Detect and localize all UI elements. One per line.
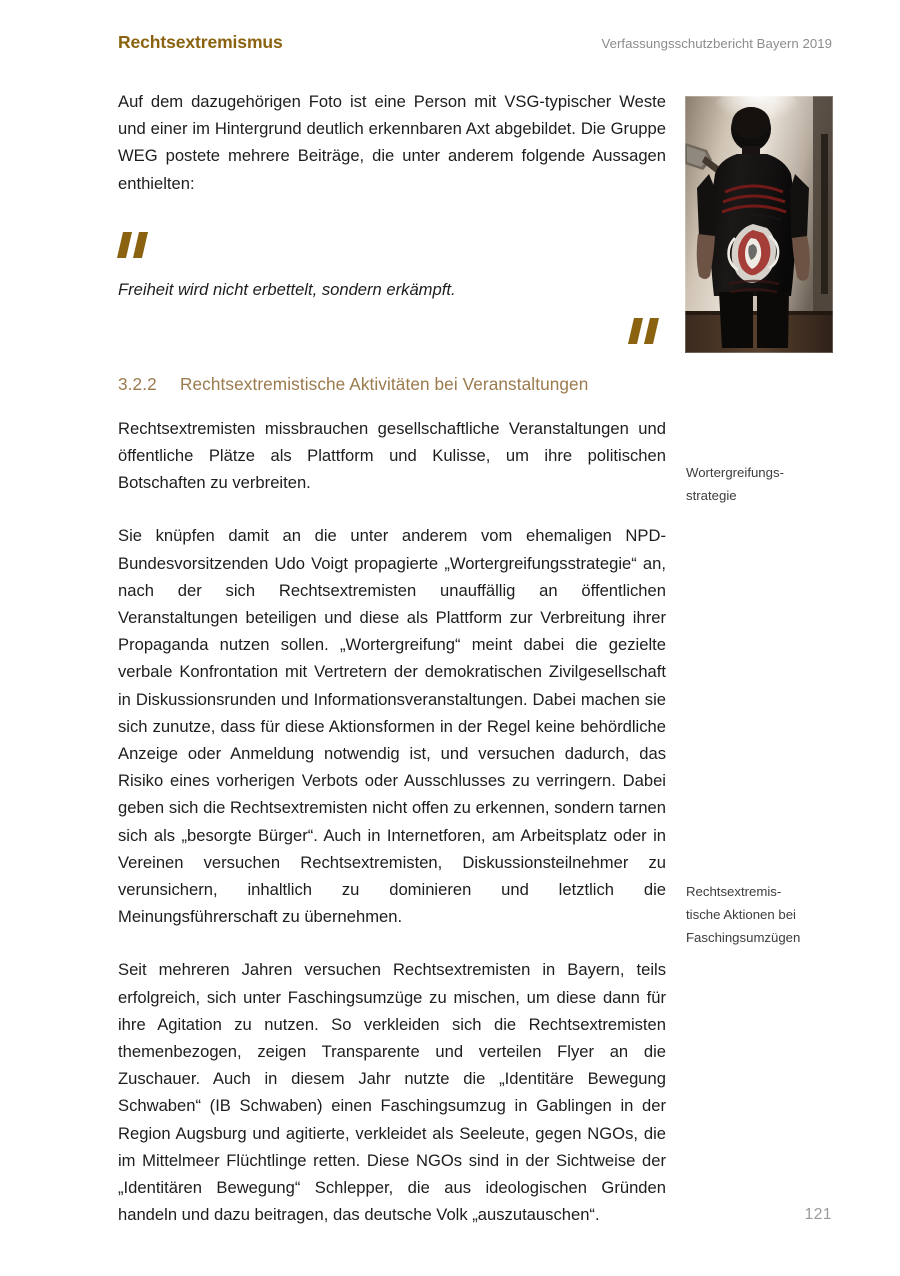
main-text-column <box>118 88 666 1229</box>
pull-quote-text: Freiheit wird nicht erbettelt, sondern erkämpft. <box>118 279 456 299</box>
report-title: Verfassungsschutzbericht Bayern 2019 <box>601 36 832 51</box>
paragraph-2: Sie knüpfen damit an die unter anderem vom ehemaligen NPD-Bundesvorsitzenden Udo Voigt propagierte „Wortergreifungsstrategie“ an, nach der sich Rechtsextremisten unauffällig an öffentlichen Veranstaltungen beteiligen und diese als Plattform zur Verbreitung ihrer Propaganda nutzen sollen. „Wortergreifung“ meint dabei die gezielte verbale Konfrontation mit Vertretern der demokratischen Zivilgesellschaft in Diskussionsrunden und Informationsveranstaltungen. Dabei machen sie sich zunutze, dass für diese Aktionsformen in der Regel keine behördliche Anzeige oder Anmeldung notwendig ist, und versuchen dadurch, das Risiko eines vorherigen Verbots oder Ausschlusses zu verringern. Dabei geben sich die Rechtsextremisten nicht offen zu erkennen, sondern tarnen sich als „besorgte Bürger“. Auch in Internetforen, am Arbeitsplatz oder in Vereinen versuchen Rechtsextremisten, Diskussionsteilnehmer zu verunsichern, inhaltlich zu dominieren und letztlich die Meinungsführerschaft zu übernehmen. <box>118 526 666 927</box>
quote-close-icon <box>631 318 656 344</box>
intro-paragraph: Auf dem dazugehörigen Foto ist eine Person mit VSG-typischer Weste und einer im Hintergrund deutlich erkennbaren Axt abgebildet. Die Gruppe WEG postete mehrere Beiträge, die unter anderem folgende Aussagen enthielten: <box>118 92 666 193</box>
margin-note-wortergreifungsstrategie <box>686 461 836 507</box>
quote-close-row <box>118 309 666 344</box>
margin-note-line: strategie <box>686 488 737 503</box>
spacer <box>118 496 666 522</box>
spacer <box>118 930 666 956</box>
paragraph-1: Rechtsextremisten missbrauchen gesellschaftliche Veranstaltungen und öffentliche Plätze als Plattform und Kulisse, um ihre politischen Botschaften zu verbreiten. <box>118 418 666 493</box>
section-title: Rechtsextremistische Aktivitäten bei Veranstaltungen <box>180 373 589 394</box>
spacer <box>118 395 666 415</box>
page-number: 121 <box>804 1206 832 1223</box>
page-title: Rechtsextremismus <box>118 32 283 52</box>
paragraph-3: Seit mehreren Jahren versuchen Rechtsextremisten in Bayern, teils erfolgreich, sich unter Faschingsumzüge zu mischen, um diese dann für ihre Agitation zu nutzen. So verkleiden sich die Rechtsextremisten themenbezogen, zeigen Transparente und verteilen Flyer an die Zuschauer. Auch in diesem Jahr nutzte die „Identitäre Bewegung Schwaben“ (IB Schwaben) einen Faschingsumzug in Gablingen in der Region Augsburg und agitierte, verkleidet als Seeleute, gegen NGOs, die im Mittelmeer Flüchtlinge retten. Diese NGOs sind in der Sichtweise der „Identitären Bewegung“ Schlepper, die aus ideologischen Gründen handeln und dazu beitragen, das deutsche Volk „auszutauschen“. <box>118 960 666 1225</box>
margin-note-line: tische Aktionen bei <box>686 907 796 922</box>
section-heading <box>118 374 666 395</box>
margin-note-line: Faschingsumzügen <box>686 930 801 945</box>
page-content <box>118 88 832 1229</box>
margin-note-line: Rechtsextremis- <box>686 884 782 899</box>
page-running-head <box>118 32 832 53</box>
spacer <box>118 197 666 223</box>
section-number: 3.2.2 <box>118 373 157 394</box>
margin-note-line: Wortergreifungs- <box>686 465 784 480</box>
spacer <box>118 344 666 374</box>
pull-quote-block <box>118 223 666 344</box>
quote-open-icon <box>120 232 145 258</box>
margin-note-faschingsumzuege <box>686 880 836 949</box>
